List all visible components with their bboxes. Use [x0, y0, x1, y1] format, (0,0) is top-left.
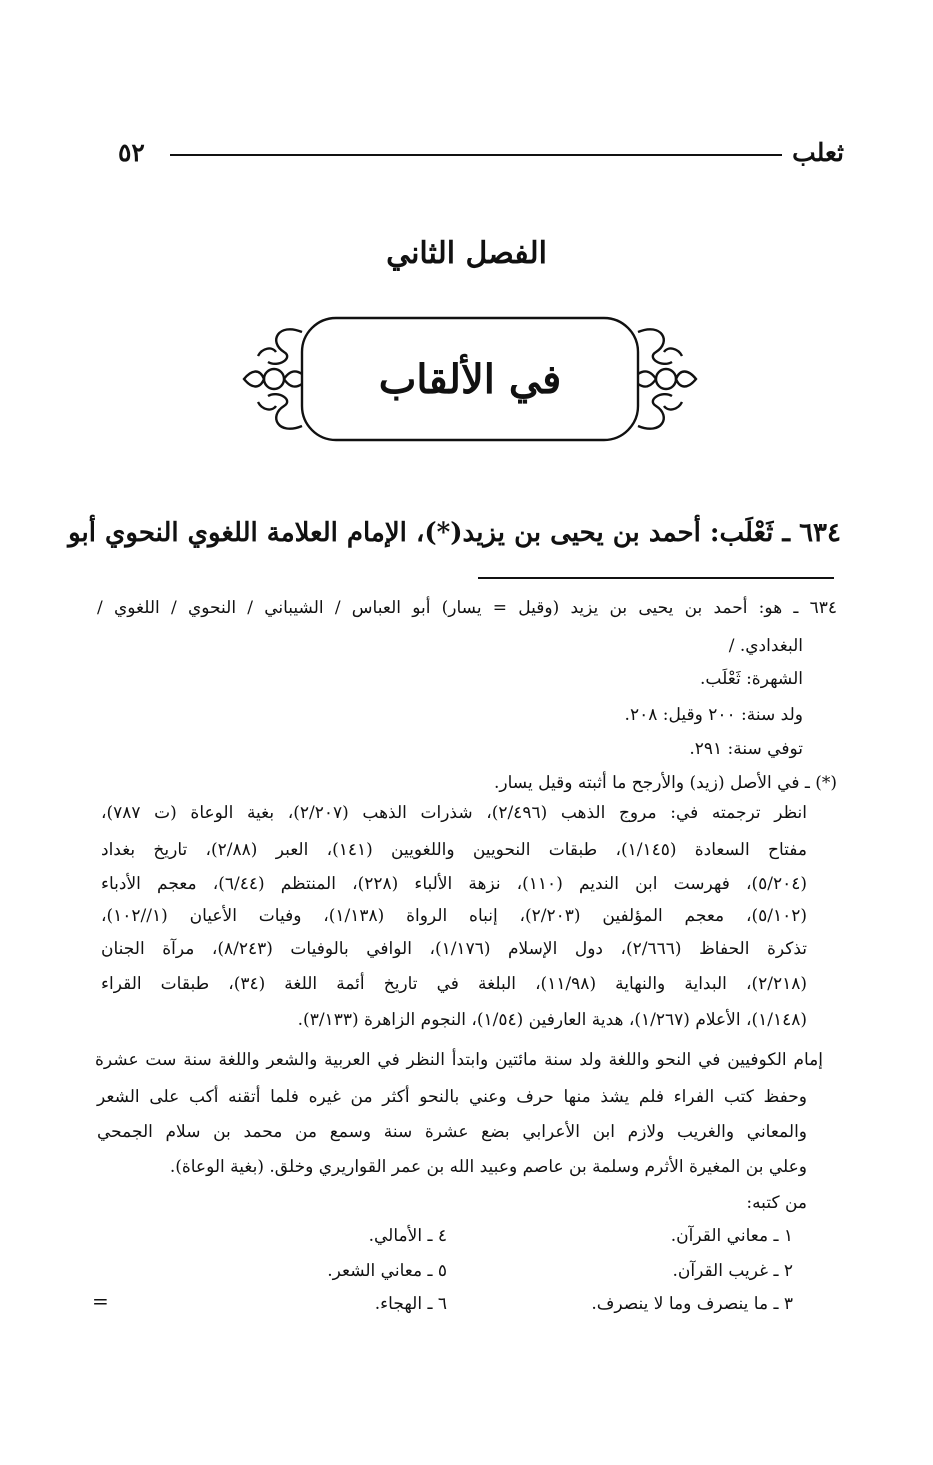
footnote-line: البغدادي. / [728, 636, 803, 656]
bio-line: وعلي بن المغيرة الأثرم وسلمة بن عاصم وعبيد الله بن عمر القواريري وخلق. (بغية الوعاة). [169, 1157, 807, 1177]
running-title: ثعلب [792, 138, 844, 167]
footnote-separator [478, 577, 834, 579]
footnote-line: الشهرة: ثَعْلَب. [700, 669, 803, 689]
footnote-asterisk-note: (*) ـ في الأصل (زيد) والأرجح ما أثبته وقيل يسار. [494, 773, 837, 793]
chapter-title: الفصل الثاني [386, 236, 547, 271]
reference-line: (٥/٢٠٤)، فهرست ابن النديم (١١٠)، نزهة الألباء (٢٢٨)، المنتظم (٦/٤٤)، معجم الأدباء [101, 874, 807, 894]
footnote-line: ولد سنة: ٢٠٠ وقيل: ٢٠٨. [624, 705, 803, 725]
section-title: في الألقاب [378, 356, 562, 403]
book-item: ٣ ـ ما ينصرف وما لا ينصرف. [591, 1294, 793, 1314]
reference-line: مفتاح السعادة (١/١٤٥)، طبقات النحويين واللغويين (١٤١)، العبر (٢/٨٨)، تاريخ بغداد [101, 840, 807, 860]
ornamental-frame [238, 312, 702, 446]
reference-line: انظر ترجمته في: مروج الذهب (٢/٤٩٦)، شذرات الذهب (٢/٢٠٧)، بغية الوعاة (ت ٧٨٧)، [101, 803, 807, 823]
bio-line: وحفظ كتب الفراء فلم يشذ منها حرف وعني بالنحو أكثر من غيره فلما أتقنه أكب على الشعر [97, 1087, 807, 1107]
margin-mark: = [92, 1289, 109, 1313]
book-item: ١ ـ معاني القرآن. [670, 1226, 793, 1246]
running-header [118, 138, 844, 172]
footnote-line: ٦٣٤ ـ هو: أحمد بن يحيى بن يزيد (وقيل = يسار) أبو العباس / الشيباني / النحوي / اللغوي / [97, 598, 837, 618]
reference-line: تذكرة الحفاظ (٢/٦٦٦)، دول الإسلام (١/١٧٦)، الوافي بالوفيات (٨/٢٤٣)، مرآة الجنان [101, 939, 807, 959]
footnote-line: توفي سنة: ٢٩١. [689, 739, 803, 759]
bio-line: إمام الكوفيين في النحو واللغة ولد سنة مائتين وابتدأ النظر في العربية والشعر واللغة سنة ست عشرة [95, 1050, 823, 1070]
book-item: ٥ ـ معاني الشعر. [327, 1261, 447, 1281]
entry-heading: ٦٣٤ ـ ثَعْلَب: أحمد بن يحيى بن يزيد(*)، الإمام العلامة اللغوي النحوي أبو [68, 518, 841, 548]
book-item: ٢ ـ غريب القرآن. [672, 1261, 793, 1281]
reference-line: (٥/١٠٢)، معجم المؤلفين (٢/٢٠٣)، إنباه الرواة (١/١٣٨)، وفيات الأعيان (١//١٠٢)، [101, 906, 808, 926]
book-item: ٦ ـ الهجاء. [374, 1294, 447, 1314]
reference-line: (٢/٢١٨)، البداية والنهاية (١١/٩٨)، البلغة في تاريخ أئمة اللغة (٣٤)، طبقات القراء [101, 974, 807, 994]
header-rule [170, 154, 782, 156]
bio-line: والمعاني والغريب ولازم ابن الأعرابي بضع عشرة سنة وسمع من محمد بن سلام الجمحي [97, 1122, 807, 1142]
reference-line: (١/١٤٨)، الأعلام (١/٢٦٧)، هدية العارفين (١/٥٤)، النجوم الزاهرة (٣/١٣٣). [297, 1010, 807, 1030]
book-item: ٤ ـ الأمالي. [368, 1226, 447, 1246]
page-number: ٥٢ [118, 138, 145, 167]
books-intro: من كتبه: [746, 1193, 807, 1213]
